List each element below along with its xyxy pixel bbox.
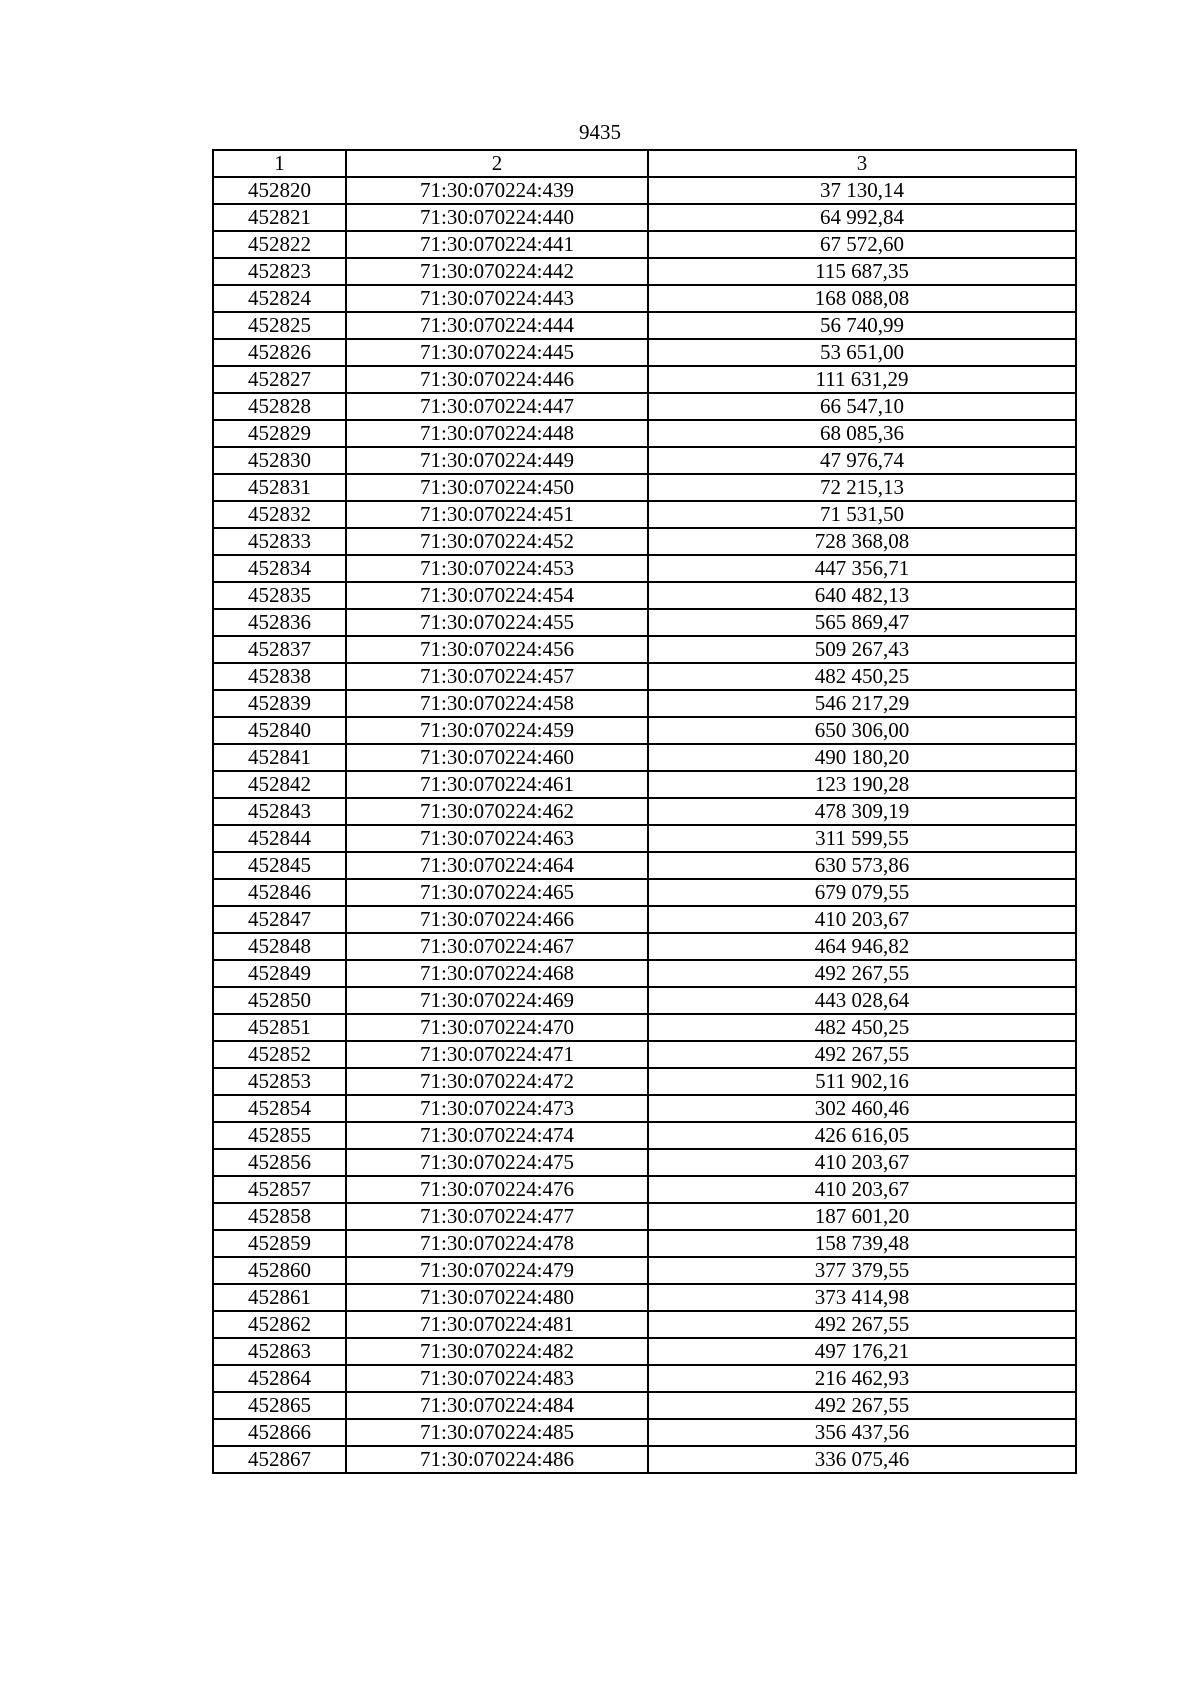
cadastral-value-cell: 111 631,29 — [648, 366, 1076, 393]
cadastral-value-cell: 115 687,35 — [648, 258, 1076, 285]
cadastral-number-cell: 71:30:070224:457 — [346, 663, 648, 690]
cadastral-value-cell: 650 306,00 — [648, 717, 1076, 744]
cadastral-number-cell: 71:30:070224:458 — [346, 690, 648, 717]
row-number-cell: 452835 — [213, 582, 346, 609]
row-number-cell: 452851 — [213, 1014, 346, 1041]
row-number-cell: 452854 — [213, 1095, 346, 1122]
table-row — [213, 258, 1076, 285]
table-row — [213, 285, 1076, 312]
row-number-cell: 452842 — [213, 771, 346, 798]
cadastral-number-cell: 71:30:070224:474 — [346, 1122, 648, 1149]
table-row — [213, 1365, 1076, 1392]
table-row — [213, 1149, 1076, 1176]
table-row — [213, 906, 1076, 933]
cadastral-value-cell: 158 739,48 — [648, 1230, 1076, 1257]
table-row — [213, 1068, 1076, 1095]
row-number-cell: 452866 — [213, 1419, 346, 1446]
row-number-cell: 452841 — [213, 744, 346, 771]
cadastral-value-cell: 377 379,55 — [648, 1257, 1076, 1284]
cadastral-value-cell: 216 462,93 — [648, 1365, 1076, 1392]
table-row — [213, 582, 1076, 609]
row-number-cell: 452849 — [213, 960, 346, 987]
cadastral-number-cell: 71:30:070224:473 — [346, 1095, 648, 1122]
row-number-cell: 452822 — [213, 231, 346, 258]
cadastral-value-cell: 37 130,14 — [648, 177, 1076, 204]
cadastral-value-cell: 492 267,55 — [648, 960, 1076, 987]
table-row — [213, 1095, 1076, 1122]
table-row — [213, 1419, 1076, 1446]
cadastral-number-cell: 71:30:070224:449 — [346, 447, 648, 474]
cadastral-value-cell: 336 075,46 — [648, 1446, 1076, 1473]
table-row — [213, 636, 1076, 663]
row-number-cell: 452824 — [213, 285, 346, 312]
table-row — [213, 393, 1076, 420]
row-number-cell: 452853 — [213, 1068, 346, 1095]
row-number-cell: 452858 — [213, 1203, 346, 1230]
row-number-cell: 452826 — [213, 339, 346, 366]
cadastral-value-cell: 64 992,84 — [648, 204, 1076, 231]
cadastral-number-cell: 71:30:070224:456 — [346, 636, 648, 663]
table-row — [213, 1014, 1076, 1041]
table-row — [213, 1230, 1076, 1257]
cadastral-number-cell: 71:30:070224:472 — [346, 1068, 648, 1095]
cadastral-value-cell: 679 079,55 — [648, 879, 1076, 906]
cadastral-value-cell: 478 309,19 — [648, 798, 1076, 825]
table-row — [213, 528, 1076, 555]
cadastral-value-cell: 356 437,56 — [648, 1419, 1076, 1446]
row-number-cell: 452825 — [213, 312, 346, 339]
table-row — [213, 1446, 1076, 1473]
table-row — [213, 1122, 1076, 1149]
row-number-cell: 452867 — [213, 1446, 346, 1473]
table-row — [213, 447, 1076, 474]
table-body — [213, 177, 1076, 1473]
table-row — [213, 474, 1076, 501]
cadastral-number-cell: 71:30:070224:475 — [346, 1149, 648, 1176]
cadastral-number-cell: 71:30:070224:470 — [346, 1014, 648, 1041]
row-number-cell: 452838 — [213, 663, 346, 690]
cadastral-number-cell: 71:30:070224:479 — [346, 1257, 648, 1284]
cadastral-number-cell: 71:30:070224:439 — [346, 177, 648, 204]
cadastral-number-cell: 71:30:070224:483 — [346, 1365, 648, 1392]
cadastral-value-cell: 410 203,67 — [648, 1176, 1076, 1203]
row-number-cell: 452834 — [213, 555, 346, 582]
row-number-cell: 452831 — [213, 474, 346, 501]
cadastral-number-cell: 71:30:070224:460 — [346, 744, 648, 771]
cadastral-number-cell: 71:30:070224:453 — [346, 555, 648, 582]
cadastral-value-cell: 53 651,00 — [648, 339, 1076, 366]
row-number-cell: 452821 — [213, 204, 346, 231]
cadastral-value-cell: 123 190,28 — [648, 771, 1076, 798]
table-row — [213, 1257, 1076, 1284]
cadastral-value-cell: 482 450,25 — [648, 1014, 1076, 1041]
cadastral-number-cell: 71:30:070224:485 — [346, 1419, 648, 1446]
table-row — [213, 177, 1076, 204]
cadastral-number-cell: 71:30:070224:455 — [346, 609, 648, 636]
table-row — [213, 1284, 1076, 1311]
cadastral-number-cell: 71:30:070224:447 — [346, 393, 648, 420]
table-row — [213, 960, 1076, 987]
cadastral-value-cell: 492 267,55 — [648, 1311, 1076, 1338]
row-number-cell: 452844 — [213, 825, 346, 852]
cadastral-value-cell: 302 460,46 — [648, 1095, 1076, 1122]
table-row — [213, 1203, 1076, 1230]
cadastral-value-cell: 56 740,99 — [648, 312, 1076, 339]
row-number-cell: 452847 — [213, 906, 346, 933]
row-number-cell: 452833 — [213, 528, 346, 555]
cadastral-number-cell: 71:30:070224:451 — [346, 501, 648, 528]
cadastral-number-cell: 71:30:070224:471 — [346, 1041, 648, 1068]
row-number-cell: 452865 — [213, 1392, 346, 1419]
row-number-cell: 452829 — [213, 420, 346, 447]
row-number-cell: 452850 — [213, 987, 346, 1014]
cadastral-number-cell: 71:30:070224:462 — [346, 798, 648, 825]
table-row — [213, 690, 1076, 717]
row-number-cell: 452823 — [213, 258, 346, 285]
cadastral-number-cell: 71:30:070224:467 — [346, 933, 648, 960]
cadastral-value-cell: 426 616,05 — [648, 1122, 1076, 1149]
cadastral-value-cell: 546 217,29 — [648, 690, 1076, 717]
row-number-cell: 452840 — [213, 717, 346, 744]
cadastral-number-cell: 71:30:070224:465 — [346, 879, 648, 906]
row-number-cell: 452864 — [213, 1365, 346, 1392]
cadastral-number-cell: 71:30:070224:481 — [346, 1311, 648, 1338]
table-row — [213, 1176, 1076, 1203]
row-number-cell: 452862 — [213, 1311, 346, 1338]
cadastral-number-cell: 71:30:070224:463 — [346, 825, 648, 852]
cadastral-number-cell: 71:30:070224:484 — [346, 1392, 648, 1419]
cadastral-value-cell: 67 572,60 — [648, 231, 1076, 258]
cadastral-value-cell: 492 267,55 — [648, 1041, 1076, 1068]
row-number-cell: 452828 — [213, 393, 346, 420]
cadastral-value-cell: 511 902,16 — [648, 1068, 1076, 1095]
cadastral-value-cell: 71 531,50 — [648, 501, 1076, 528]
row-number-cell: 452856 — [213, 1149, 346, 1176]
cadastral-number-cell: 71:30:070224:448 — [346, 420, 648, 447]
row-number-cell: 452855 — [213, 1122, 346, 1149]
cadastral-number-cell: 71:30:070224:444 — [346, 312, 648, 339]
cadastral-value-cell: 311 599,55 — [648, 825, 1076, 852]
row-number-cell: 452832 — [213, 501, 346, 528]
cadastral-number-cell: 71:30:070224:450 — [346, 474, 648, 501]
cadastral-value-cell: 68 085,36 — [648, 420, 1076, 447]
table-header-row — [213, 150, 1076, 177]
cadastral-number-cell: 71:30:070224:454 — [346, 582, 648, 609]
cadastral-value-cell: 373 414,98 — [648, 1284, 1076, 1311]
table-row — [213, 852, 1076, 879]
cadastral-value-cell: 630 573,86 — [648, 852, 1076, 879]
row-number-cell: 452861 — [213, 1284, 346, 1311]
cadastral-value-cell: 497 176,21 — [648, 1338, 1076, 1365]
table-row — [213, 339, 1076, 366]
cadastral-value-table — [212, 149, 1077, 1474]
cadastral-value-cell: 72 215,13 — [648, 474, 1076, 501]
cadastral-number-cell: 71:30:070224:477 — [346, 1203, 648, 1230]
cadastral-number-cell: 71:30:070224:446 — [346, 366, 648, 393]
cadastral-value-cell: 464 946,82 — [648, 933, 1076, 960]
cadastral-number-cell: 71:30:070224:486 — [346, 1446, 648, 1473]
cadastral-number-cell: 71:30:070224:440 — [346, 204, 648, 231]
row-number-cell: 452846 — [213, 879, 346, 906]
table-row — [213, 1338, 1076, 1365]
table-row — [213, 771, 1076, 798]
cadastral-number-cell: 71:30:070224:466 — [346, 906, 648, 933]
cadastral-value-cell: 168 088,08 — [648, 285, 1076, 312]
cadastral-number-cell: 71:30:070224:469 — [346, 987, 648, 1014]
row-number-cell: 452843 — [213, 798, 346, 825]
table-row — [213, 204, 1076, 231]
column-header-2: 2 — [346, 150, 648, 177]
cadastral-number-cell: 71:30:070224:461 — [346, 771, 648, 798]
cadastral-number-cell: 71:30:070224:480 — [346, 1284, 648, 1311]
row-number-cell: 452836 — [213, 609, 346, 636]
cadastral-number-cell: 71:30:070224:459 — [346, 717, 648, 744]
row-number-cell: 452859 — [213, 1230, 346, 1257]
cadastral-number-cell: 71:30:070224:443 — [346, 285, 648, 312]
table-row — [213, 933, 1076, 960]
cadastral-value-cell: 490 180,20 — [648, 744, 1076, 771]
cadastral-number-cell: 71:30:070224:478 — [346, 1230, 648, 1257]
cadastral-value-cell: 640 482,13 — [648, 582, 1076, 609]
cadastral-value-cell: 565 869,47 — [648, 609, 1076, 636]
table-row — [213, 555, 1076, 582]
cadastral-number-cell: 71:30:070224:441 — [346, 231, 648, 258]
cadastral-value-cell: 728 368,08 — [648, 528, 1076, 555]
table-row — [213, 312, 1076, 339]
table-row — [213, 798, 1076, 825]
page-number: 9435 — [579, 120, 621, 144]
table-row — [213, 1041, 1076, 1068]
cadastral-value-cell: 492 267,55 — [648, 1392, 1076, 1419]
cadastral-value-cell: 410 203,67 — [648, 906, 1076, 933]
cadastral-number-cell: 71:30:070224:476 — [346, 1176, 648, 1203]
row-number-cell: 452863 — [213, 1338, 346, 1365]
column-header-3: 3 — [648, 150, 1076, 177]
cadastral-value-cell: 47 976,74 — [648, 447, 1076, 474]
table-row — [213, 420, 1076, 447]
table-row — [213, 231, 1076, 258]
row-number-cell: 452857 — [213, 1176, 346, 1203]
table-row — [213, 663, 1076, 690]
cadastral-value-cell: 482 450,25 — [648, 663, 1076, 690]
row-number-cell: 452820 — [213, 177, 346, 204]
row-number-cell: 452852 — [213, 1041, 346, 1068]
row-number-cell: 452837 — [213, 636, 346, 663]
row-number-cell: 452830 — [213, 447, 346, 474]
row-number-cell: 452827 — [213, 366, 346, 393]
cadastral-number-cell: 71:30:070224:452 — [346, 528, 648, 555]
cadastral-value-cell: 187 601,20 — [648, 1203, 1076, 1230]
cadastral-number-cell: 71:30:070224:464 — [346, 852, 648, 879]
row-number-cell: 452839 — [213, 690, 346, 717]
column-header-1: 1 — [213, 150, 346, 177]
row-number-cell: 452848 — [213, 933, 346, 960]
table-row — [213, 987, 1076, 1014]
cadastral-value-cell: 410 203,67 — [648, 1149, 1076, 1176]
table-row — [213, 744, 1076, 771]
cadastral-number-cell: 71:30:070224:482 — [346, 1338, 648, 1365]
table-row — [213, 825, 1076, 852]
row-number-cell: 452860 — [213, 1257, 346, 1284]
cadastral-value-cell: 66 547,10 — [648, 393, 1076, 420]
table-row — [213, 366, 1076, 393]
cadastral-value-cell: 443 028,64 — [648, 987, 1076, 1014]
table-row — [213, 879, 1076, 906]
cadastral-number-cell: 71:30:070224:445 — [346, 339, 648, 366]
row-number-cell: 452845 — [213, 852, 346, 879]
table-row — [213, 1392, 1076, 1419]
cadastral-number-cell: 71:30:070224:442 — [346, 258, 648, 285]
table-row — [213, 609, 1076, 636]
table-row — [213, 717, 1076, 744]
cadastral-value-cell: 447 356,71 — [648, 555, 1076, 582]
cadastral-value-cell: 509 267,43 — [648, 636, 1076, 663]
table-row — [213, 501, 1076, 528]
cadastral-number-cell: 71:30:070224:468 — [346, 960, 648, 987]
table-row — [213, 1311, 1076, 1338]
